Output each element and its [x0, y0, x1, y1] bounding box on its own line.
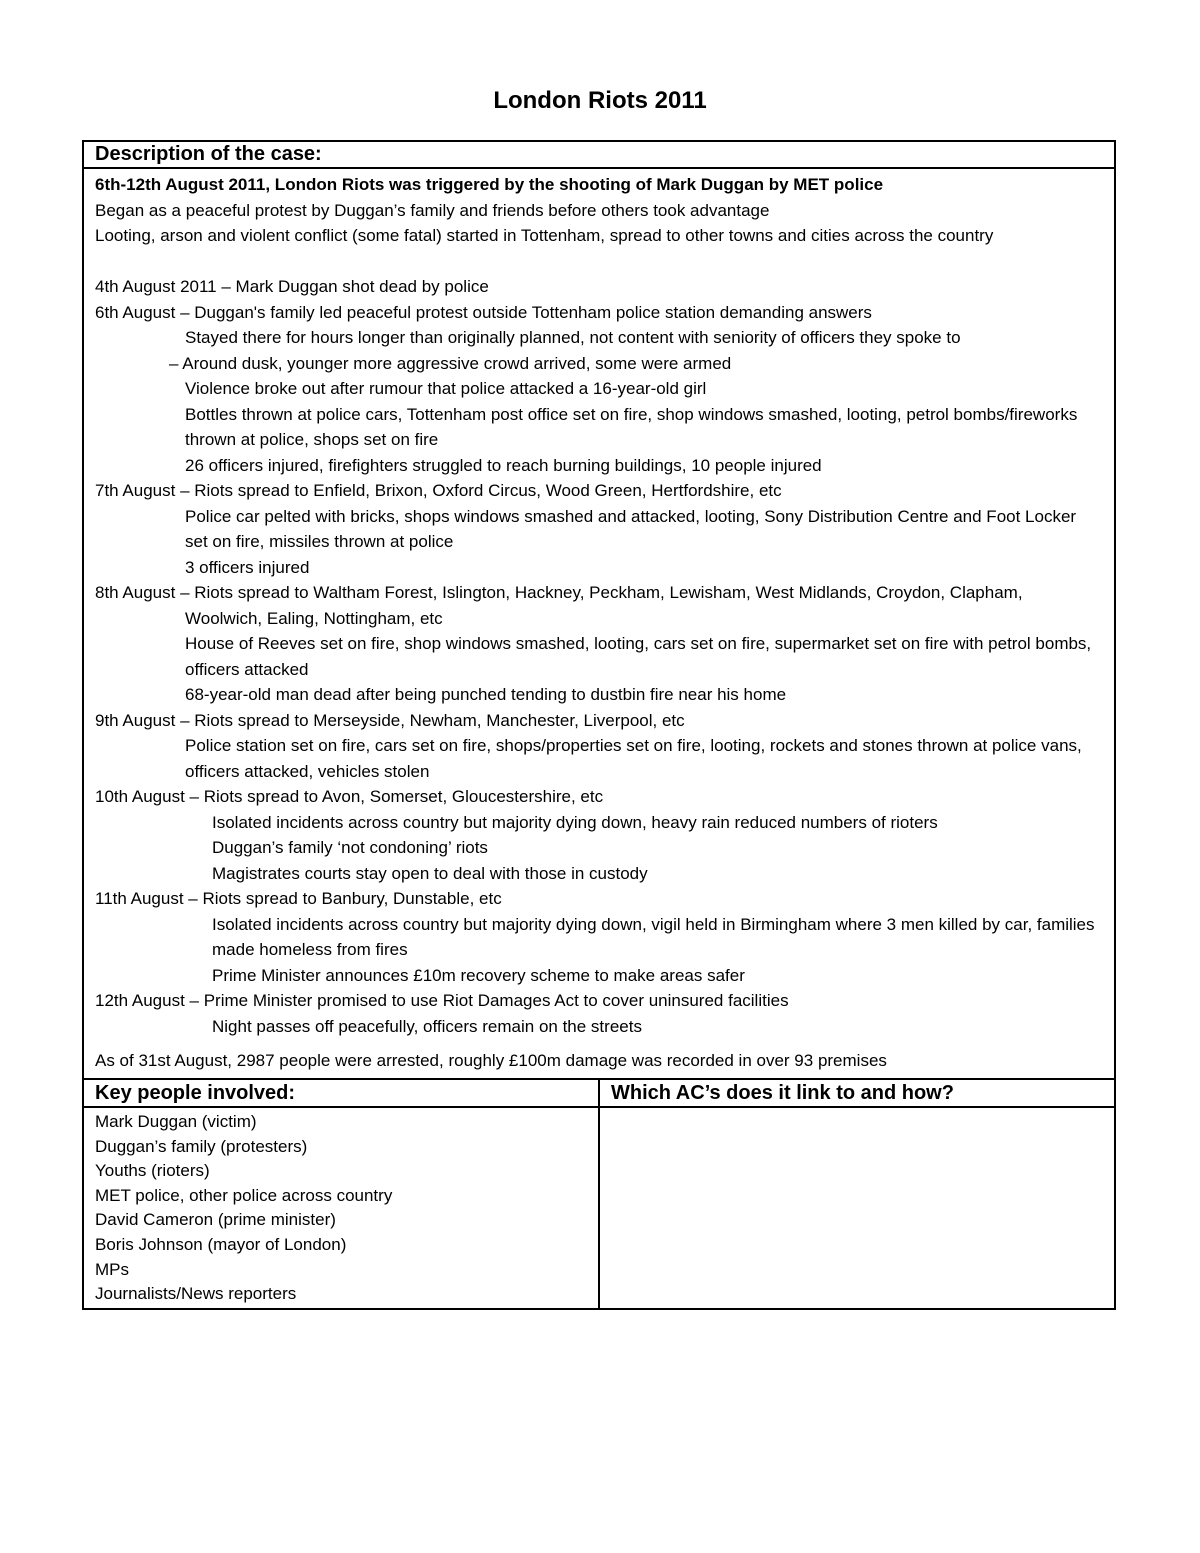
timeline-subitem: Isolated incidents across country but majority dying down, heavy rain reduced numbers of rioters	[212, 812, 938, 832]
timeline-item-text: Riots spread to Banbury, Dunstable, etc	[202, 889, 502, 908]
summary-lines	[95, 198, 1103, 249]
timeline-entry	[95, 988, 1103, 1039]
person-item: Mark Duggan (victim)	[95, 1112, 257, 1131]
timeline-subitem: Magistrates courts stay open to deal with those in custody	[212, 863, 648, 883]
timeline-date-line	[95, 478, 1103, 504]
timeline-date: 6th August	[95, 302, 176, 322]
timeline-subitem: Violence broke out after rumour that police attacked a 16-year-old girl	[185, 379, 707, 398]
page-title: London Riots 2011	[493, 87, 707, 114]
timeline-item-text: Prime Minister promised to use Riot Damages Act to cover uninsured facilities	[203, 991, 789, 1010]
timeline-subitem: Prime Minister announces £10m recovery scheme to make areas safer	[212, 965, 745, 985]
timeline-date: 12th August	[95, 991, 185, 1010]
person-item: MET police, other police across country	[95, 1185, 393, 1205]
summary	[95, 172, 1103, 249]
bottom-body-row	[84, 1108, 1114, 1308]
dash-separator: –	[175, 710, 195, 730]
person-item: Journalists/News reporters	[95, 1284, 297, 1304]
timeline-subitem: Night passes off peacefully, officers remain on the streets	[212, 1016, 642, 1036]
timeline-subitem: Police station set on fire, cars set on fire, shops/properties set on fire, looting, rockets and stones thrown at police vans, officers attacked, vehicles stolen	[185, 736, 1082, 781]
timeline-subitem: Police car pelted with bricks, shops windows smashed and attacked, looting, Sony Distribution Centre and Foot Locker set on fire, missiles thrown at police	[185, 506, 1077, 551]
person-item: Boris Johnson (mayor of London)	[95, 1234, 347, 1254]
timeline-subitem: House of Reeves set on fire, shop windows smashed, looting, cars set on fire, supermarket set on fire with petrol bombs, officers attacked	[185, 634, 1092, 679]
person-item: David Cameron (prime minister)	[95, 1210, 336, 1230]
timeline-item	[169, 351, 1103, 377]
timeline-entry	[95, 478, 1103, 580]
timeline-subitem: Bottles thrown at police cars, Tottenham post office set on fire, shop windows smashed, looting, petrol bombs/fireworks thrown at police, shops set on fire	[185, 404, 1078, 449]
timeline-date-line	[95, 988, 1103, 1014]
summary-headline: 6th-12th August 2011, London Riots was triggered by the shooting of Mark Duggan by MET police	[95, 175, 884, 194]
timeline-subitem: 26 officers injured, firefighters struggled to reach burning buildings, 10 people injured	[185, 455, 822, 475]
timeline-date: 10th August	[95, 787, 185, 806]
timeline-date-line	[95, 708, 1103, 734]
timeline-date: 4th August 2011	[95, 277, 217, 296]
timeline-item-text: Riots spread to Merseyside, Newham, Manchester, Liverpool, etc	[194, 710, 685, 730]
timeline-entry	[95, 300, 1103, 479]
person-item: MPs	[95, 1259, 129, 1279]
dash-separator: –	[184, 991, 204, 1010]
timeline-entry	[95, 886, 1103, 988]
person-item: Youths (rioters)	[95, 1161, 210, 1181]
timeline-entry	[95, 274, 1103, 300]
description-header: Description of the case:	[84, 142, 1114, 169]
timeline-subitem: Isolated incidents across country but majority dying down, vigil held in Birmingham where 3 men killed by car, families made homeless from fires	[212, 914, 1095, 959]
timeline-date: 7th August	[95, 481, 176, 500]
timeline-date-line	[95, 886, 1103, 912]
dash-separator: –	[184, 787, 204, 806]
summary-line: Looting, arson and violent conflict (some fatal) started in Tottenham, spread to other towns and cities across the country	[95, 226, 994, 245]
dash-separator: –	[175, 583, 195, 602]
summary-line: Began as a peaceful protest by Duggan’s family and friends before others took advantage	[95, 200, 770, 220]
timeline-item-text: Riots spread to Avon, Somerset, Gloucestershire, etc	[203, 787, 604, 806]
description-body	[84, 169, 1114, 1078]
timeline-entry	[95, 708, 1103, 785]
timeline	[95, 274, 1103, 1039]
timeline-date-line	[95, 274, 1103, 300]
timeline-item-text: Around dusk, younger more aggressive crowd arrived, some were armed	[182, 353, 732, 373]
ac-links-header: Which AC’s does it link to and how?	[611, 1082, 954, 1104]
dash-separator: –	[216, 277, 236, 296]
timeline-item-text: Mark Duggan shot dead by police	[235, 277, 489, 296]
timeline-item-text: Duggan's family led peaceful protest outside Tottenham police station demanding answers	[194, 302, 872, 322]
timeline-item-text: Riots spread to Enfield, Brixon, Oxford Circus, Wood Green, Hertfordshire, etc	[194, 481, 782, 500]
timeline-date: 8th August	[95, 583, 176, 602]
timeline-subitem: 3 officers injured	[185, 557, 310, 577]
timeline-subitem: 68-year-old man dead after being punched tending to dustbin fire near his home	[185, 685, 787, 704]
timeline-date: 11th August	[95, 889, 184, 908]
timeline-date: 9th August	[95, 710, 176, 730]
ac-links-cell	[600, 1108, 1114, 1308]
dash-bullet: –	[169, 353, 183, 373]
timeline-date-line	[95, 784, 1103, 810]
bottom-header-row	[84, 1078, 1114, 1108]
timeline-entry	[95, 580, 1103, 708]
dash-separator: –	[183, 889, 203, 908]
key-people-header: Key people involved:	[84, 1080, 600, 1106]
timeline-subitem: Stayed there for hours longer than originally planned, not content with seniority of officers they spoke to	[185, 328, 961, 347]
timeline-item-text: Riots spread to Waltham Forest, Islington, Hackney, Peckham, Lewisham, West Midlands, Croydon, Clapham, Woolwich, Ealing, Nottingham, etc	[185, 583, 1023, 628]
timeline-date-line	[95, 300, 1103, 326]
timeline-subitem: Duggan’s family ‘not condoning’ riots	[212, 838, 488, 857]
case-summary-footer: As of 31st August, 2987 people were arrested, roughly £100m damage was recorded in over 93 premises	[95, 1050, 887, 1070]
timeline-date-line	[95, 580, 1103, 631]
dash-separator: –	[175, 481, 195, 500]
dash-separator: –	[175, 302, 195, 322]
case-table	[82, 140, 1116, 1310]
key-people-list	[84, 1108, 600, 1308]
person-item: Duggan’s family (protesters)	[95, 1136, 308, 1156]
timeline-entry	[95, 784, 1103, 886]
